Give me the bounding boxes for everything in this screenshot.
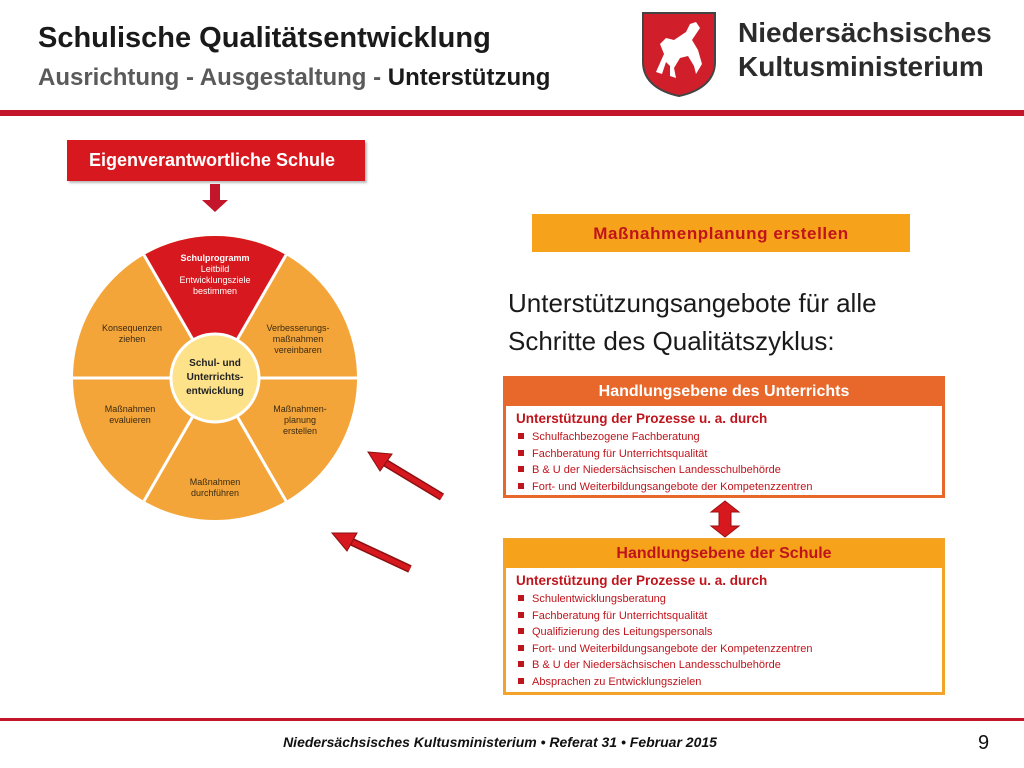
footer-text: Niedersächsisches Kultusministerium • Referat 31 • Februar 2015 [283,734,717,750]
panel-schule-list [506,591,942,690]
seg-bottom-line-1: Maßnahmen [189,477,241,487]
panel-unterricht-subtitle: Unterstützung der Prozesse u. a. durch [516,411,768,426]
seg-top-line-1: Schulprogramm [180,253,250,263]
org-line-1: Niedersächsisches [738,17,992,48]
seg-bottom-line-2: durchführen [190,488,240,498]
seg-upper-left-line-2: ziehen [118,334,146,344]
up-down-arrow-icon [708,500,742,538]
support-line-2: Schritte des Qualitätszyklus: [508,326,835,356]
support-line-1: Unterstützungsangebote für alle [508,288,877,318]
panel-schule-subtitle: Unterstützung der Prozesse u. a. durch [516,573,768,588]
seg-top-line-3: Entwicklungsziele [179,275,251,285]
list-item: Absprachen zu Entwicklungszielen [518,674,942,691]
pointer-arrow-icon [368,452,442,497]
seg-lower-left-line-1: Maßnahmen [104,404,156,414]
center-line-2: Unterrichts- [186,372,244,383]
down-arrow-icon [202,184,228,212]
subtitle-part-1: Ausrichtung - Ausgestaltung - [38,64,388,91]
list-item: Fachberatung für Unterrichtsqualität [518,608,942,625]
page-subtitle [38,64,550,92]
footer-divider [0,718,1024,721]
highlight-box-massnahmenplanung: Maßnahmenplanung erstellen [532,214,910,252]
seg-lower-right-line-2: planung [283,415,317,425]
seg-upper-left-line-1: Konsequenzen [101,323,163,333]
seg-upper-right-line-2: maßnahmen [272,334,324,344]
panel-schule-title: Handlungsebene der Schule [505,540,943,568]
subtitle-part-2: Unterstützung [387,64,551,91]
list-item: B & U der Niedersächsischen Landesschulbehörde [518,657,942,674]
panel-unterricht-list [506,429,942,495]
quality-cycle-diagram [60,120,480,590]
panel-unterricht [503,376,945,498]
panel-schule [503,538,945,695]
seg-lower-right-line-3: erstellen [282,426,318,436]
center-line-1: Schul- und [189,358,241,369]
list-item: Fachberatung für Unterrichtsqualität [518,446,942,463]
list-item: Schulfachbezogene Fachberatung [518,429,942,446]
panel-unterricht-title: Handlungsebene des Unterrichts [505,378,943,406]
seg-lower-right-line-1: Maßnahmen- [273,404,327,414]
org-line-2: Kultusministerium [738,51,984,82]
seg-upper-right-line-1: Verbesserungs- [266,323,330,333]
seg-top-line-2: Leitbild [200,264,230,274]
pointer-arrow-icon [332,533,410,569]
list-item: Qualifizierung des Leitungspersonals [518,624,942,641]
top-box-eigenverantwortliche-schule: Eigenverantwortliche Schule [67,140,365,181]
header-divider [0,110,1024,116]
center-line-3: entwicklung [186,386,244,397]
support-heading [508,284,877,360]
seg-upper-right-line-3: vereinbaren [274,345,322,355]
list-item: Fort- und Weiterbildungsangebote der Kompetenzzentren [518,479,942,496]
list-item: Fort- und Weiterbildungsangebote der Kompetenzzentren [518,641,942,658]
page-number: 9 [978,732,990,754]
seg-top-line-4: bestimmen [192,286,238,296]
page-title: Schulische Qualitätsentwicklung [38,22,491,54]
list-item: B & U der Niedersächsischen Landesschulbehörde [518,462,942,479]
org-name [738,16,992,84]
list-item: Schulentwicklungsberatung [518,591,942,608]
seg-lower-left-line-2: evaluieren [109,415,151,425]
lower-saxony-horse-crest-icon [640,10,718,98]
